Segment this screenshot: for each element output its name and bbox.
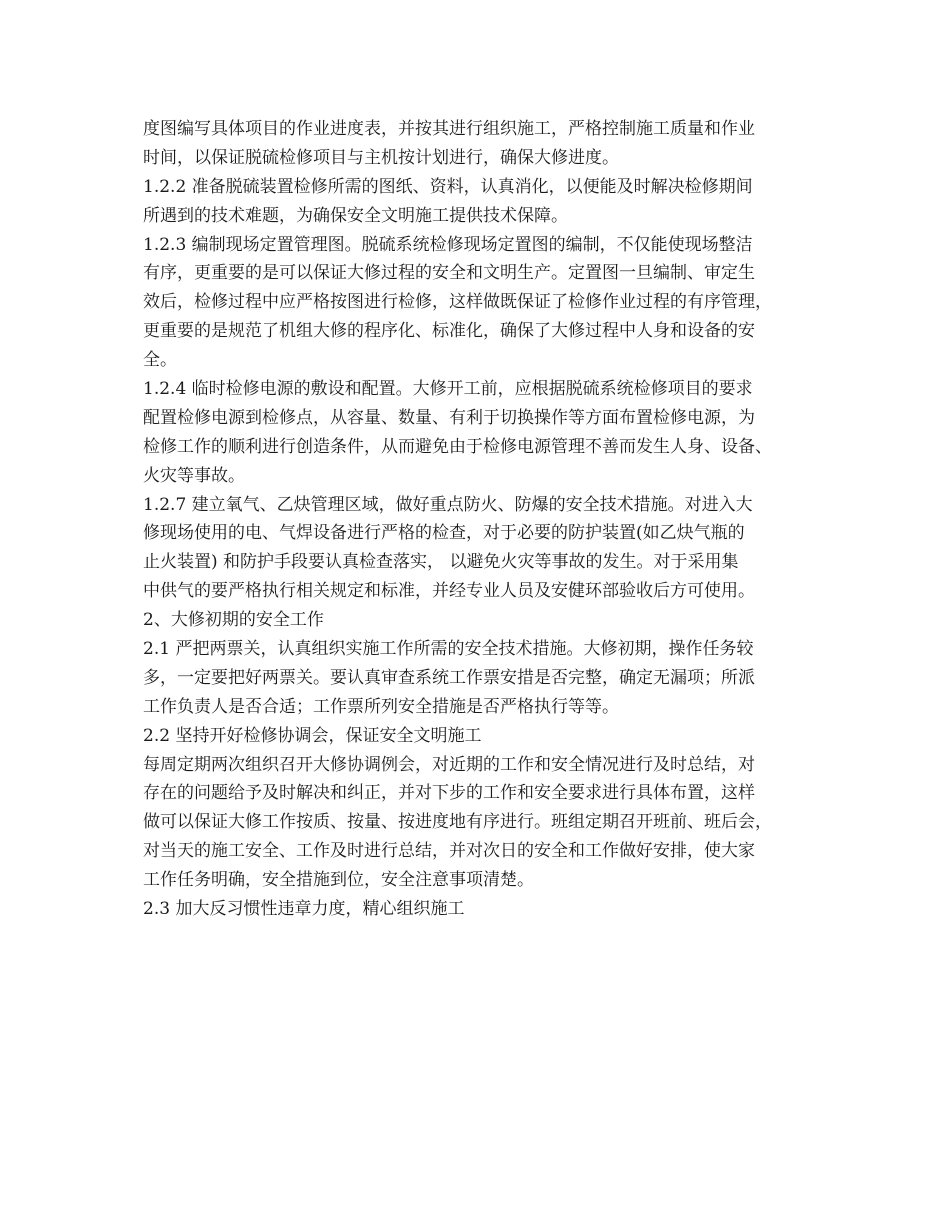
text-line: 检修工作的顺利进行创造条件，从而避免由于检修电源管理不善而发生人身、设备、 <box>143 436 772 457</box>
text-line: 所遇到的技术难题，为确保安全文明施工提供技术保障。 <box>143 205 568 226</box>
text-line: 止火装置) 和防护手段要认真检查落实， 以避免火灾等事故的发生。对于采用集 <box>143 552 739 573</box>
text-line: 中供气的要严格执行相关规定和标准，并经专业人员及安健环部验收后方可使用。 <box>143 581 755 602</box>
text-line: 有序，更重要的是可以保证大修过程的安全和文明生产。定置图一旦编制、审定生 <box>143 263 755 284</box>
text-line: 度图编写具体项目的作业进度表，并按其进行组织施工，严格控制施工质量和作业 <box>143 119 755 139</box>
text-line: 工作负责人是否合适；工作票所列安全措施是否严格执行等等。 <box>143 696 619 717</box>
text-line: 做可以保证大修工作按质、按量、按进度地有序进行。班组定期召开班前、班后会， <box>143 812 772 833</box>
subsection-heading: 2.2 坚持开好检修协调会，保证安全文明施工 <box>143 725 482 746</box>
text-line: 存在的问题给予及时解决和纠正，并对下步的工作和安全要求进行具体布置，这样 <box>143 783 755 804</box>
text-line: 修现场使用的电、气焊设备进行严格的检查，对于必要的防护装置(如乙炔气瓶的 <box>143 523 745 544</box>
text-line: 1.2.2 准备脱硫装置检修所需的图纸、资料，认真消化，以便能及时解决检修期间 <box>143 176 753 197</box>
text-line: 更重要的是规范了机组大修的程序化、标准化，确保了大修过程中人身和设备的安 <box>143 321 755 342</box>
text-line: 2.1 严把两票关，认真组织实施工作所需的安全技术措施。大修初期，操作任务较 <box>143 639 754 660</box>
text-line: 每周定期两次组织召开大修协调例会，对近期的工作和安全情况进行及时总结，对 <box>143 754 755 775</box>
subsection-heading: 2.3 加大反习惯性违章力度，精心组织施工 <box>143 899 465 920</box>
text-line: 1.2.4 临时检修电源的敷设和配置。大修开工前，应根据脱硫系统检修项目的要求 <box>143 379 753 400</box>
text-line: 配置检修电源到检修点，从容量、数量、有利于切换操作等方面布置检修电源，为 <box>143 407 755 428</box>
text-line: 1.2.7 建立氧气、乙炔管理区域，做好重点防火、防爆的安全技术措施。对进入大 <box>143 494 753 515</box>
text-line: 火灾等事故。 <box>143 465 245 486</box>
document-body <box>143 115 815 924</box>
text-line: 多，一定要把好两票关。要认真审查系统工作票安措是否完整，确定无漏项；所派 <box>143 667 755 688</box>
text-line: 工作任务明确，安全措施到位，安全注意事项清楚。 <box>143 870 534 891</box>
text-line: 对当天的施工安全、工作及时进行总结，并对次日的安全和工作做好安排，使大家 <box>143 841 755 862</box>
text-line: 时间，以保证脱硫检修项目与主机按计划进行，确保大修进度。 <box>143 147 619 168</box>
text-line: 效后，检修过程中应严格按图进行检修，这样做既保证了检修作业过程的有序管理， <box>143 292 772 313</box>
text-line: 1.2.3 编制现场定置管理图。脱硫系统检修现场定置图的编制，不仅能使现场整洁 <box>143 234 753 255</box>
section-heading: 2、大修初期的安全工作 <box>143 610 324 631</box>
text-line: 全。 <box>143 350 177 371</box>
